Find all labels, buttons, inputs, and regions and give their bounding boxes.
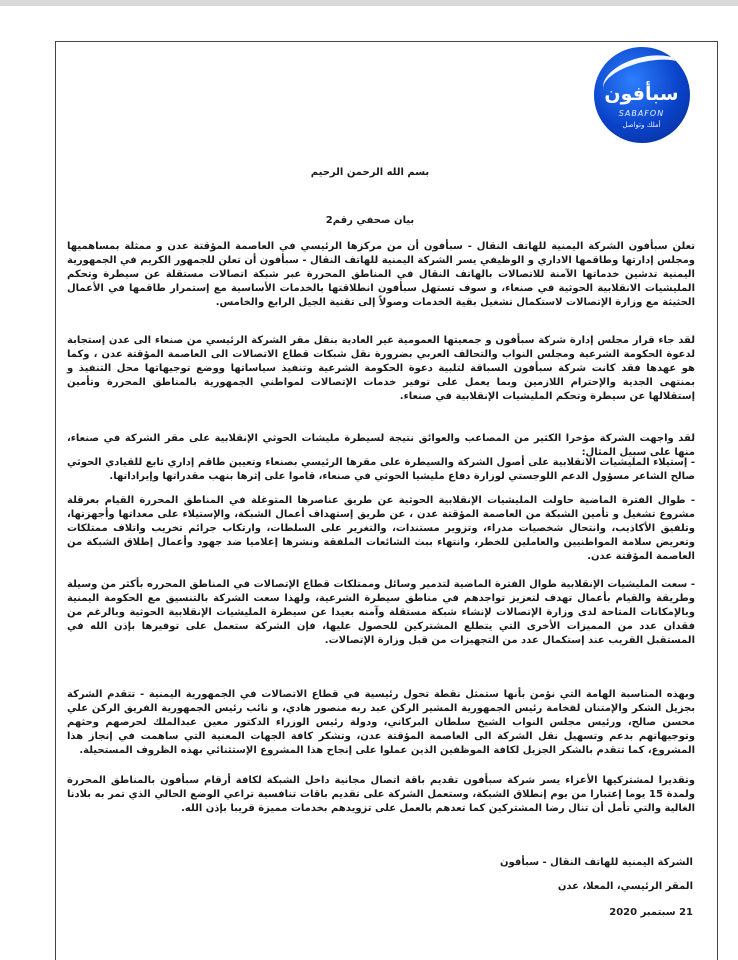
paragraph-intro: تعلن سبأفون الشركة اليمنية للهاتف النقال - سبأفون أن من مركزها الرئيسي في العاصمة المؤقتة عدن و ممثلة بمساهميها ومجلس إدارتها وطاقمها الاداري و الوظيفي يسر الشركة اليمنية للهاتف النقال - سبأفون أن تعلن للجمهور الكريم في الجمهورية اليمنية تدشين خدماتها الآمنة للاتصالات بالهاتف النقال في المناطق المحررة عبر شبكة اتصالات مستقلة عن سيطرة وتحكم المليشيات الانقلابية الحوثية في صنعاء، و سوف تستهل سبأفون انطلاقتها بالخدمات الأساسية مع إستمرار طاقمها في الأعمال الحثيثة مع وزارة الإتصالات لاستكمال تشغيل بقية الخدمات وصولاً إلى تقنية الجيل الرابع والخامس. <box>67 241 695 308</box>
logo-slogan: أملك وتواصل <box>622 121 661 129</box>
bullet-seizure: - إستيلاء المليشيات الانقلابية على أصول الشركة والسيطرة على مقرها الرئيسي بصنعاء وتعيين طاقم إداري تابع للقيادي الحوثي صالح الشاعر مسؤول الدعم اللوجستي لوزارة دفاع مليشيا الحوثي في صنعاء، قاموا على إثرها بنهب مقدراتها وإيراداتها. <box>67 457 695 482</box>
paragraph-thanks: وبهذه المناسبة الهامة التي نؤمن بأنها ستمثل نقطة تحول رئيسية في قطاع الاتصالات في الجمهورية اليمنية - تتقدم الشركة بجزيل الشكر والإمتنان لفخامة رئيس الجمهورية المشير الركن عبد ربه منصور هادي، و نائب رئيس الجمهورية الفريق الركن علي محسن صالح، ورئيس مجلس النواب الشيخ سلطان البركاني، ودولة رئيس الوزراء الدكتور معين عبدالملك لحرصهم وحثهم وتوجيهاتهم بدعم وتسهيل نقل الشركة الى العاصمة المؤقتة عدن، وتشكر كافة الجهات المعنية التي ساهمت في إنجاز هذا المشروع، كما تتقدم بالشكر الجزيل لكافة الموظفين الذين عملوا على إنجاح هذا المشروع الإستثنائي بهذه الظروف المستحيلة. <box>67 689 695 756</box>
paragraph-challenges: لقد واجهت الشركة مؤخرا الكثير من المصاعب والعوائق نتيجة لسيطرة مليشات الحوثي الإنقلابية على مقر الشركة في صنعاء، منها على سبيل المثال: <box>67 433 695 458</box>
logo-arabic-name: سبأفون <box>604 83 679 105</box>
bullet-sabotage: - طوال الفترة الماضية حاولت المليشيات الإنقلابية الحوثية عن طريق عناصرها المتوغلة في المناطق المحررة القيام بعرقلة مشروع تشغيل و تأمين الشبكة من العاصمة المؤقتة عدن ، عن طريق إستهداف أعمال الشبكة، والإستيلاء على معداتها وأجهزتها، وتلفيق الأكاذيب، وانتحال شخصيات مدراء، وتزوير مستندات، والتغرير على السلطات، وارتكاب جرائم تخريب واتلاف ممتلكات وتعريض سلامة المواطنيين والعاملين للخطر، وانتهاء ببث الشائعات الملفقة ونشرها إعلاميا ضد جهود وأعمال إطلاق الشبكة من العاصمة المؤقتة عدن. <box>67 495 695 562</box>
paragraph-decision: لقد جاء قرار مجلس إدارة شركة سبأفون و جمعيتها العمومية غير العادية بنقل مقر الشركة الرئيسي من صنعاء الى عدن إستجابة لدعوة الحكومة الشرعية ومجلس النواب والتحالف العربي بضرورة نقل شبكات قطاع الاتصالات الى العاصمة المؤقتة عدن ، وكما هو عهدها فقد كانت شركة سبأفون السباقة لتلبية دعوة الحكومة الشرعية وتنفيذ سياساتها ووضع توجيهاتها محل التنفيذ و بمنتهى الجدية والإحترام اللازمين وبما يعمل على توفير خدمات الإتصالات لمواطني الجمهورية بالمناطق المحررة وتأمين إستقلالها عن سيطرة وتحكم المليشيات الإنقلابية في صنعاء. <box>67 335 695 402</box>
signature-address: المقر الرئيسي، المعلا، عدن <box>557 881 693 892</box>
paragraph-offer: وتقديرا لمشتركيها الأعزاء يسر شركة سبأفون تقديم باقة اتصال مجانية داخل الشبكة لكافة أرقام سبأفون بالمناطق المحررة ولمدة 15 يوما إعتبارا من يوم إنطلاق الشبكة، وستعمل الشركة على تقديم باقات تنافسية تراعي الوضع الحالي الذي تمر به بلادنا الغالية والتي تأمل أن تنال رضا المشتركين كما تعدهم بالعمل على تزويدهم بخدمات مميزة قريبا بإذن الله. <box>67 775 695 814</box>
bullet-network: - سعت المليشيات الإنقلابية طوال الفترة الماضية لتدمير وسائل وممتلكات قطاع الإتصالات في المناطق المحرره بأكثر من وسيلة وطريقة والقيام بأعمال تهدف لتعزيز تواجدهم في مناطق سيطرة الشرعية، ولهذا سعت الشركة بالتنسيق مع الحكومة اليمنية وبالإمكانات المتاحة لدى وزارة الإتصالات لإنشاء شبكة مستقلة وآمنه بعيدا عن سيطرة المليشيات الإنقلابية الحوثية وبالرغم من فقدان عدد من المميزات الأخرى التي يتطلع المشتركين للحصول عليها، فإن الشركة ستعمل على توفيرها بإذن الله في المستقبل القريب عند إستكمال عدد من التجهيزات من قبل وزارة الإتصالات. <box>67 579 695 646</box>
signature-company: الشركة اليمنية للهاتف النقال - سبأفون <box>500 857 693 868</box>
signature-date: 21 سبتمبر 2020 <box>609 907 693 918</box>
statement-title: بيان صحفي رقم2 <box>325 215 415 226</box>
basmala: بسم الله الرحمن الرحيم <box>310 167 430 178</box>
sabafon-logo <box>585 42 698 148</box>
top-bar <box>0 0 738 6</box>
logo-latin-name: SABAFON <box>618 109 665 118</box>
logo-circle <box>594 47 690 143</box>
